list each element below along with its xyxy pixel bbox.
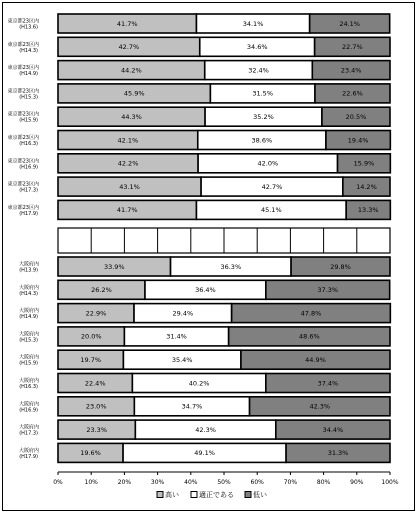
data-label: 42.1% [117,136,139,145]
x-tick-label: 60% [250,479,264,486]
row-label-period: (H17.3) [19,187,38,194]
row-label-region: 大阪府内 [18,401,39,408]
x-tick-label: 30% [150,479,165,486]
row-label-region: 大阪府内 [18,424,39,431]
row-label-period: (H17.9) [19,210,38,217]
data-label: 22.9% [85,309,107,318]
legend-swatch [245,492,251,498]
row-label-region: 東京都23区内 [7,181,39,188]
data-label: 31.5% [252,89,274,98]
row-label-period: (H17.3) [19,430,38,437]
row-label-region: 大阪府内 [18,378,39,384]
data-label: 36.4% [195,286,216,295]
data-label: 43.1% [119,182,140,191]
data-label: 34.6% [246,43,268,52]
x-tick-label: 20% [117,479,132,486]
data-label: 26.2% [91,286,112,295]
row-label-period: (H16.3) [19,384,38,390]
data-label: 22.4% [84,379,106,388]
data-label: 42.7% [118,43,140,52]
row-label-region: 大阪府内 [18,261,39,268]
data-label: 45.1% [260,206,282,215]
x-tick-label: 80% [316,479,331,486]
data-label: 23.0% [85,402,107,411]
data-label: 44.3% [121,113,142,121]
row-label-region: 東京都23区内 [7,41,39,48]
row-label-period: (H16.9) [19,164,38,171]
data-label: 42.3% [309,402,331,411]
data-label: 29.8% [330,262,351,271]
data-label: 31.4% [166,332,187,341]
data-label: 24.1% [339,19,360,28]
row-label-region: 大阪府内 [18,354,39,361]
data-label: 44.9% [305,356,326,364]
row-label-region: 東京都23区内 [7,18,39,25]
row-label-period: (H16.3) [19,141,38,147]
row-label-region: 東京都23区内 [7,88,39,95]
row-label-period: (H16.9) [19,407,38,414]
row-label-period: (H15.9) [19,117,38,124]
row-label-region: 大阪府内 [18,447,39,454]
data-label: 38.6% [251,136,273,145]
x-tick-label: 70% [283,479,298,486]
data-label: 22.6% [342,89,363,98]
data-label: 31.3% [327,449,349,458]
row-label-period: (H14.9) [19,71,38,78]
row-label-region: 東京都23区内 [7,65,39,72]
row-label-region: 東京都23区内 [7,158,39,165]
data-label: 47.8% [300,309,322,318]
data-label: 35.2% [253,113,274,121]
data-label: 41.7% [116,206,138,215]
legend-label: 適正である [199,491,234,499]
data-label: 29.4% [172,309,194,318]
row-label-region: 大阪府内 [18,308,39,315]
data-label: 40.2% [188,379,210,388]
row-label-period: (H14.3) [19,47,38,54]
row-label-period: (H14.9) [19,314,38,321]
legend-swatch [157,492,163,498]
data-label: 34.1% [242,19,264,28]
x-tick-label: 90% [350,479,364,486]
data-label: 42.2% [117,159,139,168]
data-label: 49.1% [194,449,215,458]
data-label: 35.4% [171,356,193,364]
row-label-period: (H13.9) [19,267,38,274]
data-label: 45.9% [123,89,145,98]
data-label: 33.9% [103,262,125,271]
row-label-period: (H15.9) [19,360,38,367]
x-tick-label: 0% [53,479,63,486]
legend-label: 高い [165,491,179,499]
row-label-region: 大阪府内 [18,284,39,291]
data-label: 14.2% [356,182,377,191]
row-label-period: (H15.3) [19,337,38,344]
data-label: 19.6% [80,449,101,458]
data-label: 44.2% [121,66,142,75]
data-label: 34.4% [322,425,344,434]
row-label-period: (H14.3) [19,290,38,297]
row-label-period: (H13.6) [19,24,38,31]
data-label: 20.5% [345,113,367,121]
legend-label: 低い [253,491,267,499]
data-label: 22.7% [341,43,363,52]
data-label: 36.3% [220,262,242,271]
data-label: 37.4% [317,379,339,388]
data-label: 42.3% [195,425,216,434]
data-label: 42.7% [261,182,283,191]
legend-swatch [191,492,197,498]
data-label: 20.0% [80,332,102,341]
data-label: 48.6% [298,332,320,341]
row-label-period: (H17.9) [19,453,38,460]
row-label-region: 大阪府内 [18,331,39,338]
data-label: 19.4% [347,136,369,145]
x-tick-label: 40% [184,479,198,486]
x-tick-label: 10% [84,479,98,486]
data-label: 23.3% [86,425,108,434]
data-label: 15.9% [353,159,375,168]
data-label: 42.0% [257,159,279,168]
data-label: 13.3% [357,206,379,215]
x-tick-label: 50% [217,479,231,486]
row-label-region: 東京都23区内 [7,111,39,118]
data-label: 32.4% [248,66,269,75]
data-label: 37.3% [317,286,339,295]
row-label-period: (H15.3) [19,94,38,101]
data-label: 23.4% [340,66,362,75]
row-label-region: 東京都23区内 [7,135,39,141]
x-tick-label: 100% [381,479,399,486]
data-label: 41.7% [116,19,138,28]
data-label: 34.7% [181,402,203,411]
data-label: 19.7% [80,356,102,364]
row-label-region: 東京都23区内 [7,204,39,211]
